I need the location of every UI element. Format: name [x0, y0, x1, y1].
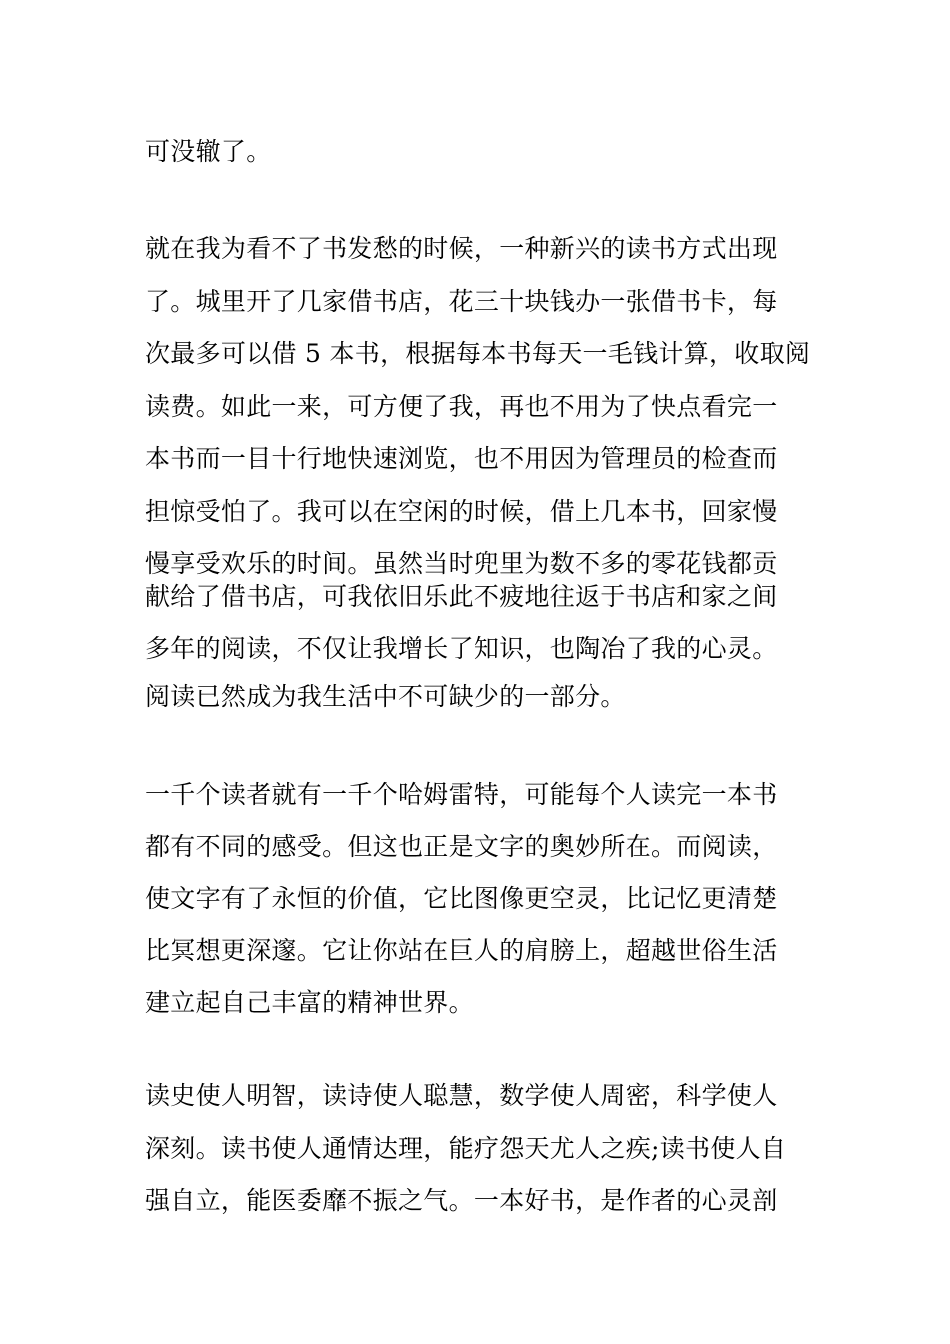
- text-line: 可没辙了。: [145, 137, 272, 166]
- text-line: 献给了借书店，可我依旧乐此不疲地往返于书店和家之间: [145, 582, 778, 611]
- text-line: 使文字有了永恒的价值，它比图像更空灵，比记忆更清楚: [145, 884, 778, 913]
- text-line: 比冥想更深邃。它让你站在巨人的肩膀上，超越世俗生活: [145, 936, 778, 965]
- text-line: 本书而一目十行地快速浏览，也不用因为管理员的检查而: [145, 444, 778, 473]
- text-line: 阅读已然成为我生活中不可缺少的一部分。: [145, 682, 626, 711]
- text-line: 了。城里开了几家借书店，花三十块钱办一张借书卡，每: [145, 287, 778, 316]
- text-line: 读史使人明智，读诗使人聪慧，数学使人周密，科学使人: [145, 1081, 778, 1110]
- text-line: 担惊受怕了。我可以在空闲的时候，借上几本书，回家慢: [145, 497, 778, 526]
- text-line: 一千个读者就有一千个哈姆雷特，可能每个人读完一本书: [145, 780, 778, 809]
- text-line: 建立起自己丰富的精神世界。: [145, 988, 474, 1017]
- text-line: 多年的阅读，不仅让我增长了知识，也陶冶了我的心灵。: [145, 634, 778, 663]
- text-line: 慢享受欢乐的时间。虽然当时兜里为数不多的零花钱都贡: [145, 549, 778, 578]
- text-line: 就在我为看不了书发愁的时候，一种新兴的读书方式出现: [145, 234, 778, 263]
- text-line: 强自立，能医委靡不振之气。一本好书，是作者的心灵剖: [145, 1186, 778, 1215]
- text-line: 深刻。读书使人通情达理，能疗怨天尤人之疾;读书使人自: [145, 1134, 787, 1163]
- text-line: 都有不同的感受。但这也正是文字的奥妙所在。而阅读，: [145, 832, 778, 861]
- text-line: 次最多可以借 5 本书，根据每本书每天一毛钱计算，收取阅: [145, 339, 811, 368]
- text-line: 读费。如此一来，可方便了我，再也不用为了快点看完一: [145, 392, 778, 421]
